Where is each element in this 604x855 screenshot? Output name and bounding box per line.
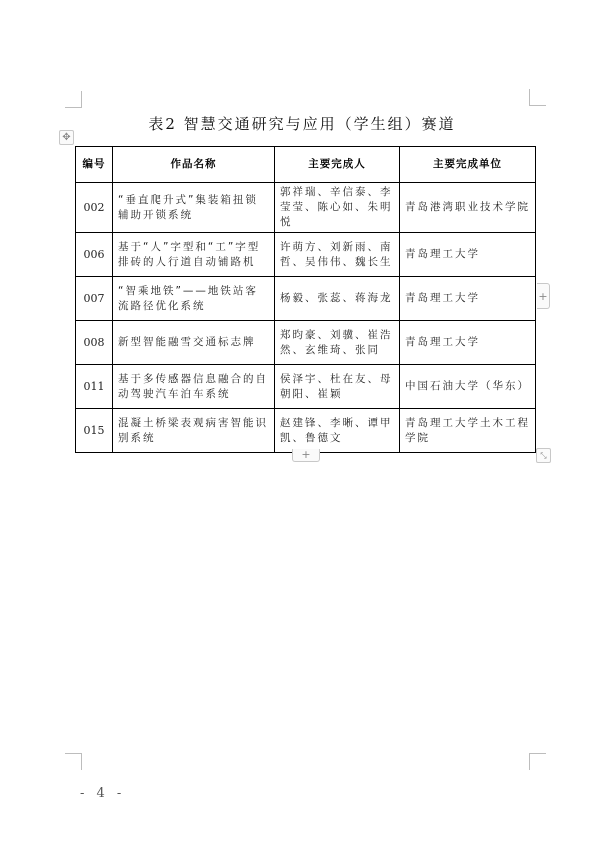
cell-people[interactable]: 侯泽宇、杜在友、母朝阳、崔颖	[275, 365, 400, 409]
plus-icon: +	[538, 289, 548, 303]
page-number: - 4 -	[80, 786, 126, 801]
cell-people[interactable]: 杨毅、张蕊、蒋海龙	[275, 277, 400, 321]
add-row-button[interactable]	[292, 449, 320, 462]
table-row	[76, 409, 536, 453]
table-move-handle[interactable]	[59, 130, 74, 145]
resize-icon: ⤡	[540, 450, 547, 460]
cell-unit[interactable]: 青岛理工大学	[400, 277, 536, 321]
cell-name[interactable]: 基于“人”字型和“工”字型排砖的人行道自动铺路机	[113, 233, 275, 277]
cell-name[interactable]: 基于多传感器信息融合的自动驾驶汽车泊车系统	[113, 365, 275, 409]
cell-people[interactable]: 郑昀豪、刘骥、崔浩然、玄维琦、张同	[275, 321, 400, 365]
cell-id[interactable]: 008	[76, 321, 113, 365]
table-row	[76, 277, 536, 321]
header-name: 作品名称	[113, 147, 275, 183]
cell-unit[interactable]: 青岛理工大学	[400, 321, 536, 365]
cell-name[interactable]: “智乘地铁”——地铁站客流路径优化系统	[113, 277, 275, 321]
cell-id[interactable]: 006	[76, 233, 113, 277]
table-row	[76, 365, 536, 409]
margin-corner-bottom-right	[529, 753, 546, 770]
margin-corner-bottom-left	[65, 753, 82, 770]
cell-id[interactable]: 007	[76, 277, 113, 321]
margin-corner-top-left	[65, 91, 82, 108]
move-icon: ✥	[62, 132, 71, 143]
plus-icon: +	[301, 448, 311, 461]
cell-people[interactable]: 郭祥瑞、辛信泰、李莹莹、陈心如、朱明悦	[275, 183, 400, 233]
cell-unit[interactable]: 青岛理工大学土木工程学院	[400, 409, 536, 453]
margin-corner-top-right	[529, 89, 546, 106]
cell-id[interactable]: 015	[76, 409, 113, 453]
cell-unit[interactable]: 中国石油大学（华东）	[400, 365, 536, 409]
add-column-button[interactable]	[537, 283, 550, 309]
cell-id[interactable]: 011	[76, 365, 113, 409]
cell-id[interactable]: 002	[76, 183, 113, 233]
awards-table	[75, 146, 536, 453]
header-people: 主要完成人	[275, 147, 400, 183]
cell-name[interactable]: 混凝土桥梁表观病害智能识别系统	[113, 409, 275, 453]
table-row	[76, 321, 536, 365]
table-header-row	[76, 147, 536, 183]
header-id: 编号	[76, 147, 113, 183]
cell-name[interactable]: 新型智能融雪交通标志牌	[113, 321, 275, 365]
cell-unit[interactable]: 青岛港湾职业技术学院	[400, 183, 536, 233]
cell-people[interactable]: 许萌方、刘新雨、南哲、吴伟伟、魏长生	[275, 233, 400, 277]
table-caption: 表2 智慧交通研究与应用（学生组）赛道	[148, 115, 456, 133]
header-unit: 主要完成单位	[400, 147, 536, 183]
cell-name[interactable]: “垂直爬升式”集装箱扭锁辅助开锁系统	[113, 183, 275, 233]
table-resize-handle[interactable]	[536, 448, 551, 463]
cell-unit[interactable]: 青岛理工大学	[400, 233, 536, 277]
table-row	[76, 183, 536, 233]
cell-people[interactable]: 赵建锋、李晰、谭甲凯、鲁德文	[275, 409, 400, 453]
table-row	[76, 233, 536, 277]
